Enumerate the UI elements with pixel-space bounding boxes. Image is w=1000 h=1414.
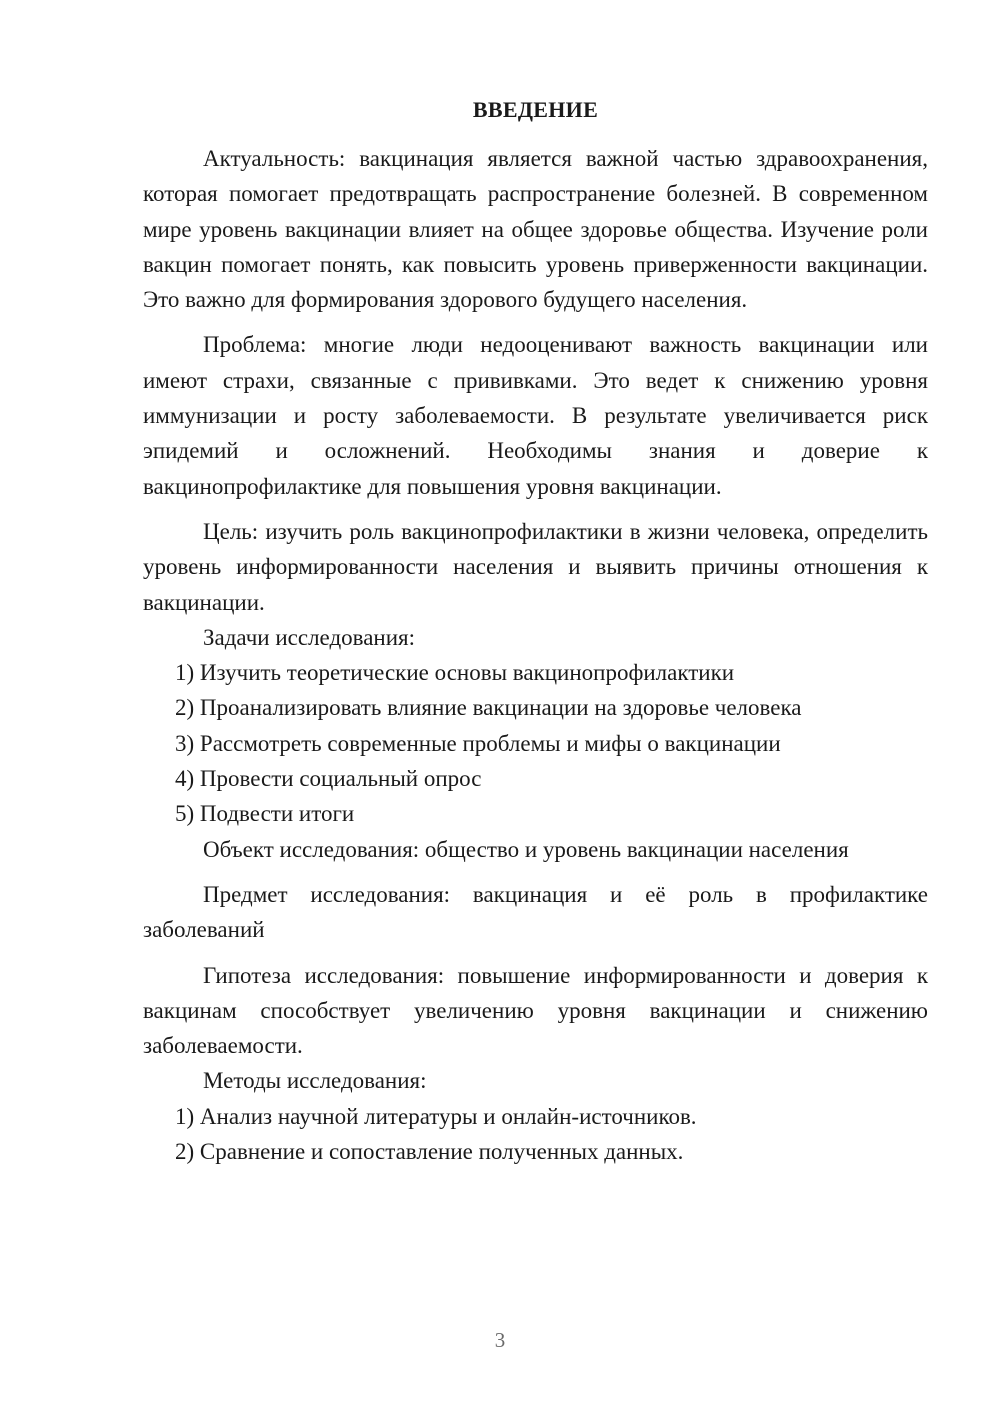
methods-heading: Методы исследования: (203, 1068, 427, 1094)
object-line: Объект исследования: общество и уровень вакцинации населения (203, 836, 849, 862)
problem-paragraph: Проблема: многие люди недооценивают важность вакцинации или имеют страхи, связанные с прививками. Это ведет к снижению уровня иммунизации и росту заболеваемости. В результате увеличивается риск эпидемий и осложнений. Необходимы знания и доверие к вакцинопрофилактике для повышения уровня вакцинации. (143, 332, 928, 499)
section-title: ВВЕДЕНИЕ (472, 97, 599, 122)
method-item-2: 2) Сравнение и сопоставление полученных данных. (175, 1139, 684, 1165)
method-item-1: 1) Анализ научной литературы и онлайн-источников. (175, 1103, 697, 1129)
task-item-5: 5) Подвести итоги (175, 801, 355, 827)
task-item-1: 1) Изучить теоретические основы вакцинопрофилактики (175, 660, 735, 686)
task-item-3: 3) Рассмотреть современные проблемы и мифы о вакцинации (175, 730, 781, 756)
page-number: 3 (494, 1328, 506, 1352)
page-body (143, 94, 928, 1169)
tasks-heading: Задачи исследования: (203, 624, 416, 650)
relevance-paragraph: Актуальность: вакцинация является важной частью здравоохранения, которая помогает предотвращать распространение болезней. В современном мире уровень вакцинации влияет на общее здоровье общества. Изучение роли вакцин помогает понять, как повысить уровень приверженности вакцинации. Это важно для формирования здорового будущего населения. (143, 146, 928, 313)
task-item-2: 2) Проанализировать влияние вакцинации на здоровье человека (175, 695, 802, 721)
hypothesis-paragraph: Гипотеза исследования: повышение информированности и доверия к вакцинам способствует увеличению уровня вакцинации и снижению заболеваемости. (143, 962, 928, 1059)
goal-paragraph: Цель: изучить роль вакцинопрофилактики в жизни человека, определить уровень информированности населения и выявить причины отношения к вакцинации. (143, 518, 928, 615)
task-item-4: 4) Провести социальный опрос (175, 766, 482, 792)
subject-paragraph: Предмет исследования: вакцинация и её роль в профилактике заболеваний (143, 881, 928, 943)
